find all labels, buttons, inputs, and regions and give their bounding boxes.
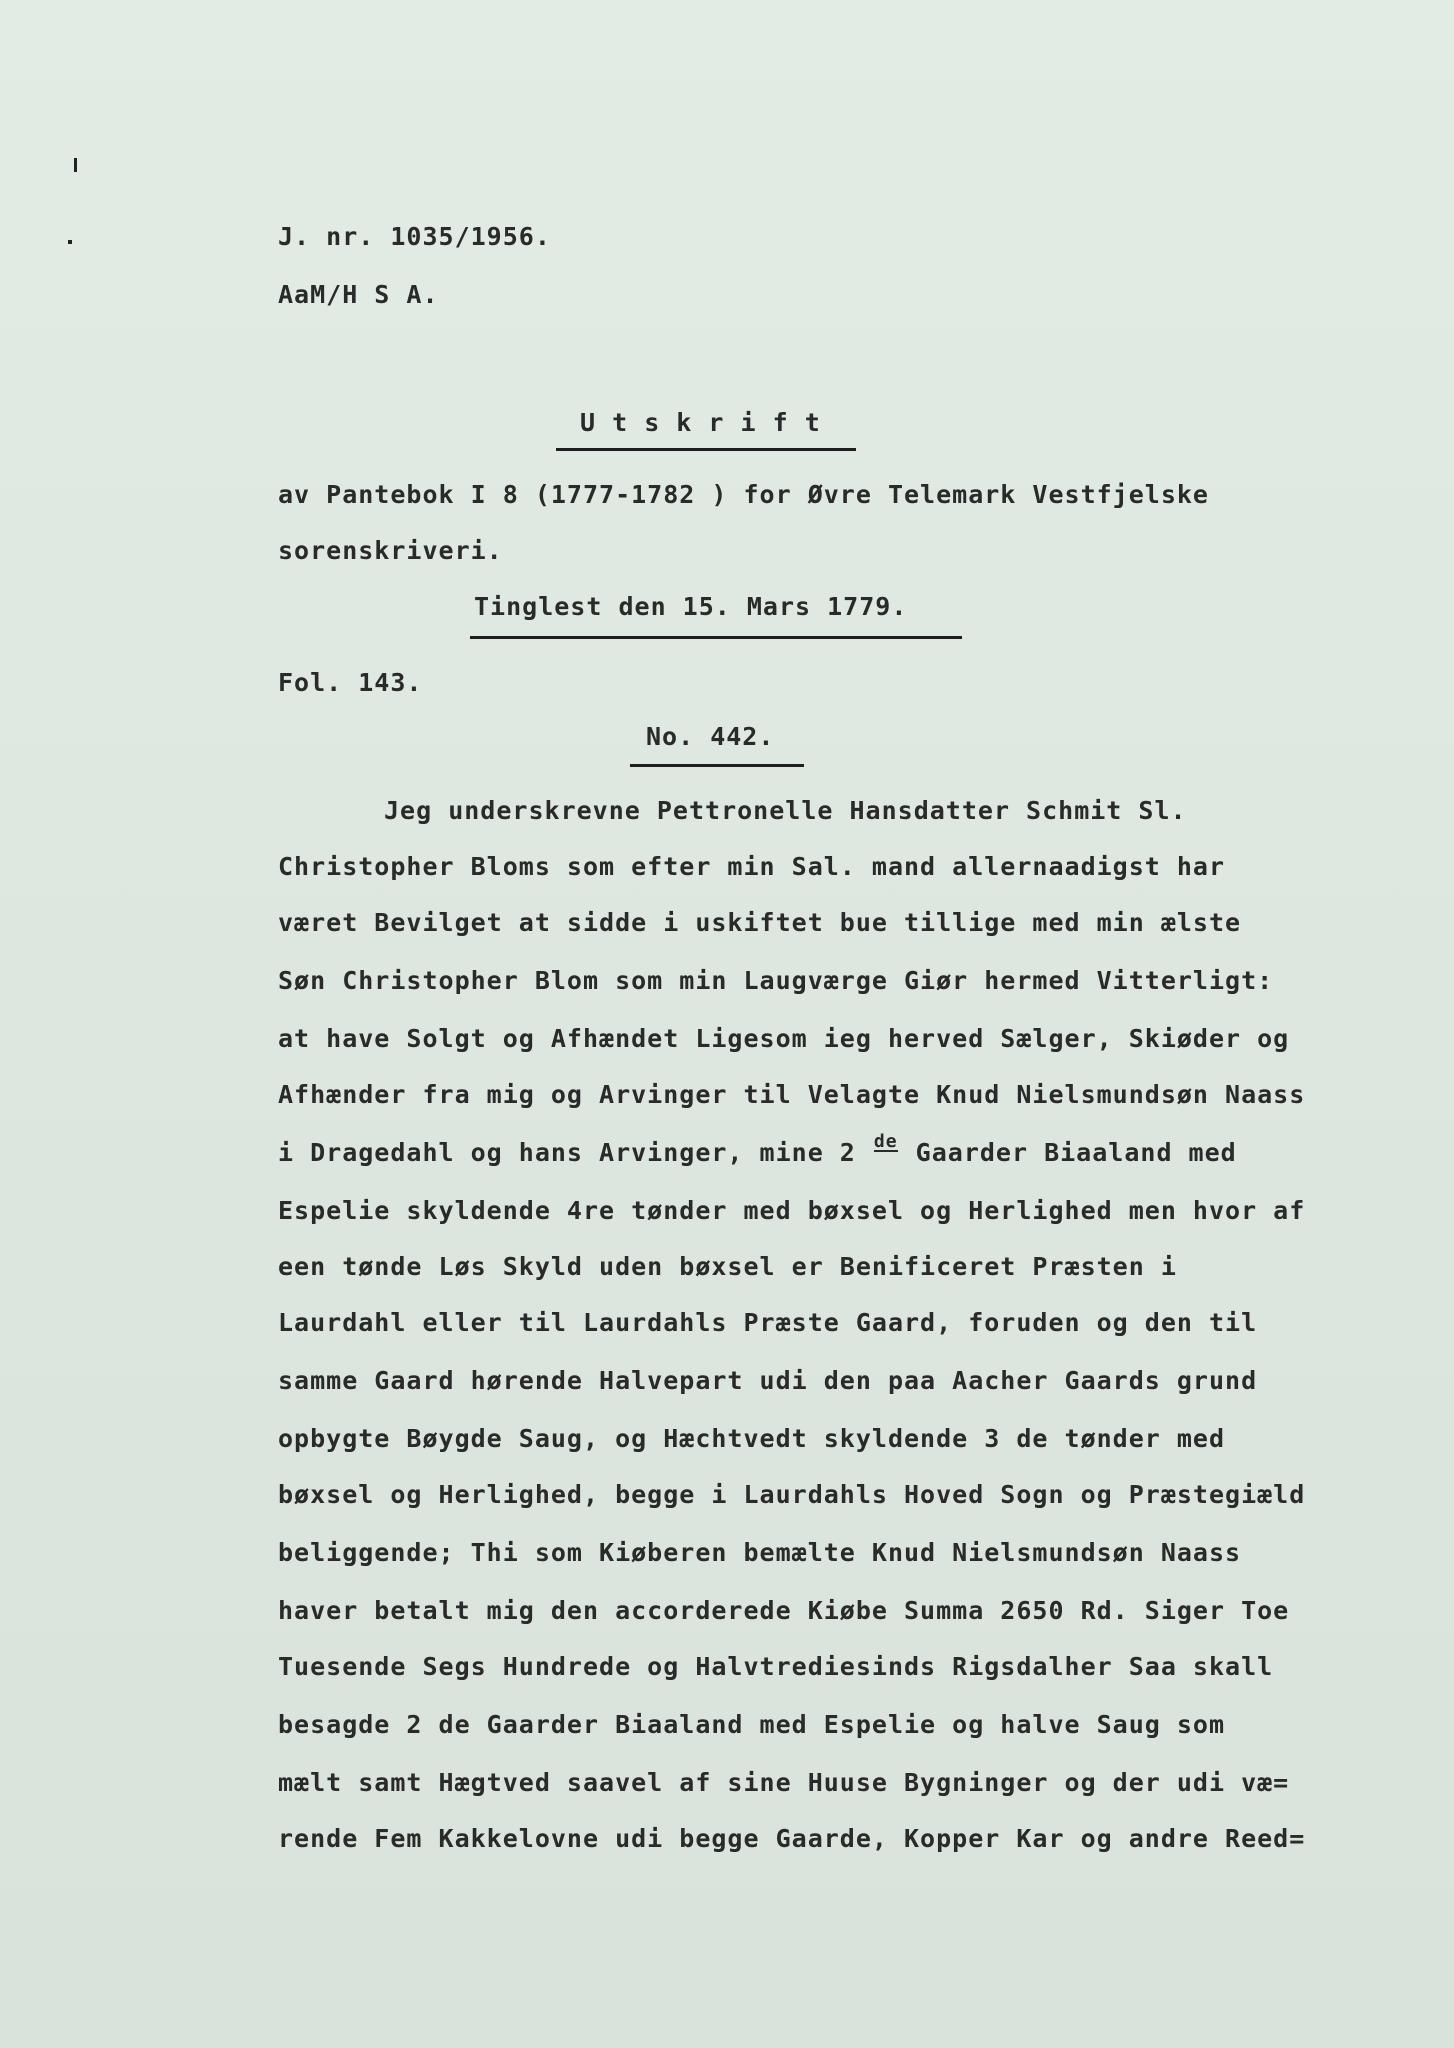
body-line: Laurdahl eller til Laurdahls Præste Gaard, foruden og den til [278, 1308, 1258, 1337]
body-line: beliggende; Thi som Kiøberen bemælte Knud Nielsmundsøn Naass [278, 1538, 1242, 1567]
journal-number: J. nr. 1035/1956. [278, 222, 551, 251]
body-line: samme Gaard hørende Halvepart udi den paa Aacher Gaards grund [278, 1366, 1258, 1395]
entry-number: No. 442. [646, 722, 775, 751]
body-line: rende Fem Kakkelovne udi begge Gaarde, Kopper Kar og andre Reed= [278, 1824, 1306, 1853]
body-line: haver betalt mig den accorderede Kiøbe Summa 2650 Rd. Siger Toe [278, 1596, 1290, 1625]
intro-line: sorenskriveri. [278, 536, 503, 565]
superscript: de [873, 1131, 898, 1152]
folio: Fol. 143. [278, 668, 423, 697]
body-line: opbygte Bøygde Saug, og Hæchtvedt skyldende 3 de tønder med [278, 1424, 1226, 1453]
document-title: U t s k r i f t [580, 408, 821, 437]
intro-line: av Pantebok I 8 (1777-1782 ) for Øvre Telemark Vestfjelske [278, 480, 1209, 509]
body-text: i Dragedahl og hans Arvinger, mine 2 [278, 1138, 856, 1167]
body-line: Afhænder fra mig og Arvinger til Velagte Knud Nielsmundsøn Naass [278, 1080, 1306, 1109]
body-line: at have Solgt og Afhændet Ligesom ieg herved Sælger, Skiøder og [278, 1024, 1290, 1053]
body-line: bøxsel og Herlighed, begge i Laurdahls Hoved Sogn og Præstegiæld [278, 1480, 1306, 1509]
body-line: besagde 2 de Gaarder Biaaland med Espelie og halve Saug som [278, 1710, 1226, 1739]
body-line: Espelie skyldende 4re tønder med bøxsel og Herlighed men hvor af [278, 1196, 1306, 1225]
body-line: Tuesende Segs Hundrede og Halvtrediesinds Rigsdalher Saa skall [278, 1652, 1274, 1681]
body-line [278, 1131, 1237, 1168]
margin-mark [74, 158, 77, 172]
body-line: Søn Christopher Blom som min Laugværge Giør hermed Vitterligt: [278, 966, 1274, 995]
title-underline [556, 448, 856, 451]
registration-date: Tinglest den 15. Mars 1779. [474, 592, 908, 621]
body-text: Gaarder Biaaland med [915, 1138, 1237, 1167]
margin-mark [68, 240, 72, 244]
body-line: Christopher Bloms som efter min Sal. mand allernaadigst har [278, 852, 1226, 881]
entry-number-underline [630, 764, 804, 767]
body-line: mælt samt Hægtved saavel af sine Huuse Bygninger og der udi væ= [278, 1768, 1290, 1797]
registration-underline [470, 636, 962, 639]
body-line: været Bevilget at sidde i uskiftet bue tillige med min ælste [278, 908, 1242, 937]
initials: AaM/H S A. [278, 280, 439, 309]
body-line: Jeg underskrevne Pettronelle Hansdatter Schmit Sl. [384, 796, 1187, 825]
body-line: een tønde Løs Skyld uden bøxsel er Benificeret Præsten i [278, 1252, 1177, 1281]
